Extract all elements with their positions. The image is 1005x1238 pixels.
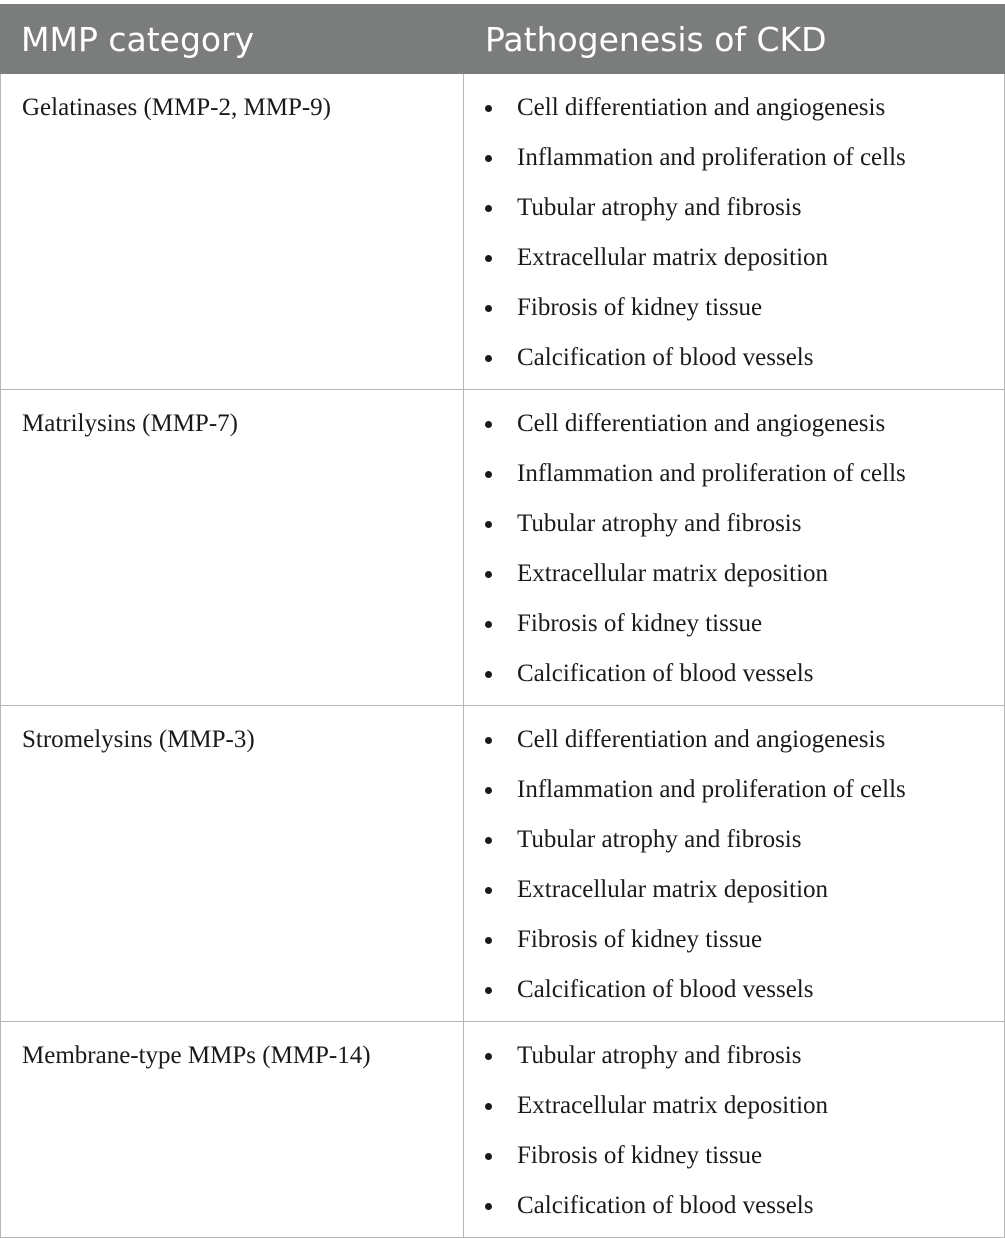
bullet-icon — [485, 671, 492, 678]
category-cell — [1, 1022, 464, 1238]
list-item — [464, 1187, 1004, 1237]
bullet-icon — [485, 937, 492, 944]
list-item — [464, 555, 1004, 605]
list-item-text: Calcification of blood vessels — [517, 1192, 814, 1219]
list-item — [464, 655, 1004, 705]
bullet-icon — [485, 305, 492, 312]
category-label: Stromelysins (MMP-3) — [22, 726, 255, 753]
bullet-icon — [485, 355, 492, 362]
list-item-text: Fibrosis of kidney tissue — [517, 926, 763, 953]
list-item — [464, 289, 1004, 339]
list-item-text: Extracellular matrix deposition — [517, 1092, 829, 1119]
list-item — [464, 189, 1004, 239]
bullet-icon — [485, 521, 492, 528]
bullet-icon — [485, 471, 492, 478]
list-item-text: Inflammation and proliferation of cells — [517, 144, 906, 171]
list-item-text: Extracellular matrix deposition — [517, 876, 829, 903]
header-row — [1, 5, 1005, 74]
list-item — [464, 139, 1004, 189]
list-item-text: Fibrosis of kidney tissue — [517, 1142, 763, 1169]
list-item-text: Fibrosis of kidney tissue — [517, 610, 763, 637]
bullet-icon — [485, 887, 492, 894]
category-label: Matrilysins (MMP-7) — [22, 410, 238, 437]
table-row — [1, 390, 1005, 706]
table-row — [1, 706, 1005, 1022]
table-row — [1, 74, 1005, 390]
list-item — [464, 771, 1004, 821]
category-cell — [1, 74, 464, 390]
bullet-icon — [485, 205, 492, 212]
list-item-text: Fibrosis of kidney tissue — [517, 294, 763, 321]
pathogenesis-list — [464, 390, 1004, 705]
bullet-icon — [485, 105, 492, 112]
bullet-icon — [485, 787, 492, 794]
pathogenesis-list — [464, 74, 1004, 389]
mmp-ckd-table — [0, 4, 1005, 1238]
bullet-icon — [485, 621, 492, 628]
list-item-text: Cell differentiation and angiogenesis — [517, 410, 886, 437]
table-row — [1, 1022, 1005, 1238]
list-item-text: Cell differentiation and angiogenesis — [517, 726, 886, 753]
list-item-text: Tubular atrophy and fibrosis — [517, 510, 802, 537]
bullet-icon — [485, 571, 492, 578]
list-item-text: Inflammation and proliferation of cells — [517, 776, 906, 803]
list-item — [464, 1137, 1004, 1187]
list-item — [464, 405, 1004, 455]
list-item-text: Calcification of blood vessels — [517, 976, 814, 1003]
category-cell — [1, 390, 464, 706]
list-item — [464, 721, 1004, 771]
list-item — [464, 505, 1004, 555]
list-item — [464, 821, 1004, 871]
bullet-icon — [485, 1053, 492, 1060]
pathogenesis-cell — [464, 390, 1005, 706]
pathogenesis-list — [464, 706, 1004, 1021]
table-body — [1, 74, 1005, 1238]
header-pathogenesis: Pathogenesis of CKD — [464, 5, 1005, 74]
bullet-icon — [485, 837, 492, 844]
pathogenesis-cell — [464, 74, 1005, 390]
list-item-text: Extracellular matrix deposition — [517, 560, 829, 587]
bullet-icon — [485, 1203, 492, 1210]
bullet-icon — [485, 421, 492, 428]
bullet-icon — [485, 1103, 492, 1110]
bullet-icon — [485, 737, 492, 744]
list-item-text: Tubular atrophy and fibrosis — [517, 194, 802, 221]
list-item — [464, 1037, 1004, 1087]
list-item — [464, 1087, 1004, 1137]
list-item-text: Tubular atrophy and fibrosis — [517, 1042, 802, 1069]
bullet-icon — [485, 987, 492, 994]
pathogenesis-list — [464, 1022, 1004, 1237]
list-item — [464, 89, 1004, 139]
category-label: Membrane-type MMPs (MMP-14) — [22, 1042, 371, 1069]
category-label: Gelatinases (MMP-2, MMP-9) — [22, 94, 332, 121]
list-item-text: Calcification of blood vessels — [517, 660, 814, 687]
list-item-text: Inflammation and proliferation of cells — [517, 460, 906, 487]
pathogenesis-cell — [464, 706, 1005, 1022]
category-cell — [1, 706, 464, 1022]
list-item — [464, 239, 1004, 289]
header-mmp-category: MMP category — [1, 5, 464, 74]
table-header — [1, 5, 1005, 74]
list-item-text: Calcification of blood vessels — [517, 344, 814, 371]
list-item — [464, 339, 1004, 389]
list-item-text: Extracellular matrix deposition — [517, 244, 829, 271]
bullet-icon — [485, 155, 492, 162]
list-item — [464, 871, 1004, 921]
pathogenesis-cell — [464, 1022, 1005, 1238]
list-item — [464, 455, 1004, 505]
list-item — [464, 971, 1004, 1021]
list-item — [464, 605, 1004, 655]
list-item-text: Cell differentiation and angiogenesis — [517, 94, 886, 121]
bullet-icon — [485, 1153, 492, 1160]
list-item-text: Tubular atrophy and fibrosis — [517, 826, 802, 853]
bullet-icon — [485, 255, 492, 262]
list-item — [464, 921, 1004, 971]
